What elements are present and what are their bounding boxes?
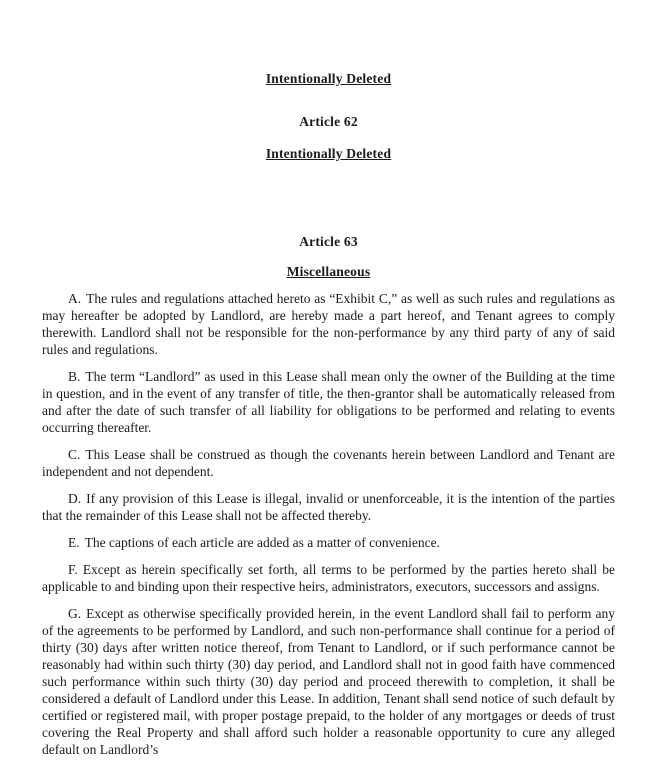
- paragraph-g: [42, 605, 615, 758]
- paragraph-e: [42, 534, 615, 551]
- paragraph-f: [42, 561, 615, 595]
- paragraph-a-label: A.: [68, 291, 82, 306]
- heading-article-62: Article 62: [299, 114, 358, 129]
- heading-intentionally-deleted-2: Intentionally Deleted: [265, 146, 392, 161]
- paragraph-b-label: B.: [68, 369, 81, 384]
- paragraph-g-label: G.: [68, 606, 82, 621]
- heading-intentionally-deleted-1: Intentionally Deleted: [265, 71, 392, 86]
- paragraph-c-label: C.: [68, 447, 81, 462]
- paragraph-d: [42, 490, 615, 524]
- paragraph-a: [42, 290, 615, 358]
- paragraph-g-text: Except as otherwise specifically provided herein, in the event Landlord shall fail to perform any of the agreements to be performed by Landlord, and such non-performance shall continue for a period of thirty (30) days after written notice thereof, from Tenant to Landlord, or if such performance cannot be reasonably had within such thirty (30) day period, and Landlord shall not in good faith have commenced such performance within such thirty (30) day period and proceed therewith to completion, it shall be considered a default of Landlord under this Lease. In addition, Tenant shall send notice of such default by certified or registered mail, with proper postage prepaid, to the holder of any mortgages or deeds of trust covering the Real Property and shall afford such holder a reasonable opportunity to cure any alleged default on Landlord’s: [42, 606, 615, 757]
- paragraph-d-label: D.: [68, 491, 82, 506]
- paragraph-c: [42, 446, 615, 480]
- paragraph-a-text: The rules and regulations attached hereto as “Exhibit C,” as well as such rules and regulations as may hereafter be adopted by Landlord, are hereby made a part hereof, and Tenant agrees to comply therewith. Landlord shall not be responsible for the non-performance by any third party of any of said rules and regulations.: [42, 291, 615, 357]
- paragraph-b: [42, 368, 615, 436]
- paragraph-e-text: The captions of each article are added as a matter of convenience.: [84, 535, 440, 550]
- article-63-body: [42, 290, 615, 758]
- paragraph-f-label: F.: [68, 562, 78, 577]
- heading-article-63: Article 63: [299, 234, 358, 249]
- heading-miscellaneous: Miscellaneous: [286, 264, 371, 279]
- paragraph-f-text: Except as herein specifically set forth, all terms to be performed by the parties hereto shall be applicable to and binding upon their respective heirs, administrators, executors, successors and assigns.: [42, 562, 615, 594]
- paragraph-b-text: The term “Landlord” as used in this Lease shall mean only the owner of the Building at the time in question, and in the event of any transfer of title, the then-grantor shall be automatically released from and after the date of such transfer of all liability for obligations to be performed and relating to events occurring thereafter.: [42, 369, 615, 435]
- paragraph-c-text: This Lease shall be construed as though the covenants herein between Landlord and Tenant are independent and not dependent.: [42, 447, 615, 479]
- paragraph-e-label: E.: [68, 535, 80, 550]
- paragraph-d-text: If any provision of this Lease is illegal, invalid or unenforceable, it is the intention of the parties that the remainder of this Lease shall not be affected thereby.: [42, 491, 615, 523]
